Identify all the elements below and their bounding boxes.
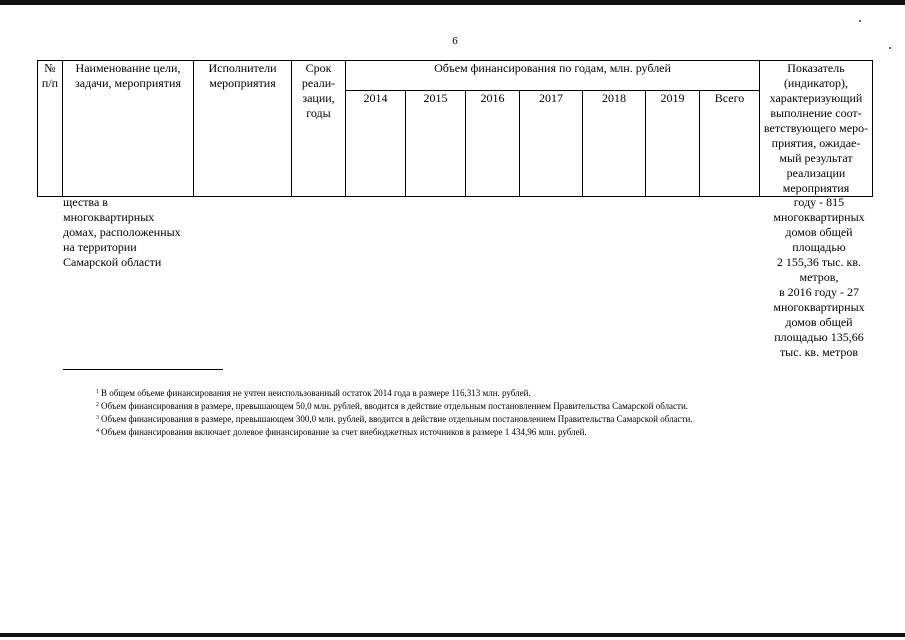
footnote: $^4$ Объем финансирования включает долевое финансирование за счет внебюджетных источников в размере 1 434,96 млн. рублей. bbox=[96, 427, 587, 437]
header-col-term: Срок реали- зации, годы bbox=[292, 61, 346, 197]
header-year: 2017 bbox=[520, 91, 583, 197]
header-col-name: Наименование цели, задачи, мероприятия bbox=[63, 61, 194, 197]
header-year: 2015 bbox=[406, 91, 466, 197]
scan-top-edge bbox=[0, 0, 905, 5]
header-col-executors: Исполнители мероприятия bbox=[194, 61, 292, 197]
footnote-separator bbox=[63, 369, 223, 370]
table-header bbox=[37, 60, 873, 197]
header-year: 2014 bbox=[346, 91, 406, 197]
header-col-number: № п/п bbox=[38, 61, 63, 197]
footnote: $^3$ Объем финансирования в размере, превышающем 300,0 млн. рублей, вводится в действие отдельным постановлением Правительства Самарской области. bbox=[96, 414, 693, 424]
header-year: 2018 bbox=[583, 91, 646, 197]
continued-measure-name: щества в многоквартирных домах, расположенных на территории Самарской области bbox=[63, 195, 181, 269]
header-col-indicator: Показатель (индикатор), характеризующий выполнение соот- ветствующего меро- приятия, ожидае- мый результат реализации мероприятия bbox=[760, 61, 873, 197]
scan-speck bbox=[859, 20, 861, 22]
scan-bottom-edge bbox=[0, 633, 905, 637]
header-year: 2016 bbox=[466, 91, 520, 197]
header-col-financing: Объем финансирования по годам, млн. рублей bbox=[346, 61, 760, 91]
continued-indicator: году - 815 многоквартирных домов общей площадью 2 155,36 тыс. кв. метров, в 2016 году - 27 многоквартирных домов общей площадью 135,66 тыс. кв. метров bbox=[773, 195, 865, 359]
scan-speck bbox=[889, 47, 891, 49]
header-year-total: Всего bbox=[700, 91, 760, 197]
header-year: 2019 bbox=[646, 91, 700, 197]
footnote: $^2$ Объем финансирования в размере, превышающем 50,0 млн. рублей, вводится в действие отдельным постановлением Правительства Самарской области. bbox=[96, 401, 689, 411]
footnote: $^1$ В общем объеме финансирования не учтен неиспользованный остаток 2014 года в размере 116,313 млн. рублей. bbox=[96, 388, 531, 398]
page-number: 6 bbox=[452, 35, 458, 47]
